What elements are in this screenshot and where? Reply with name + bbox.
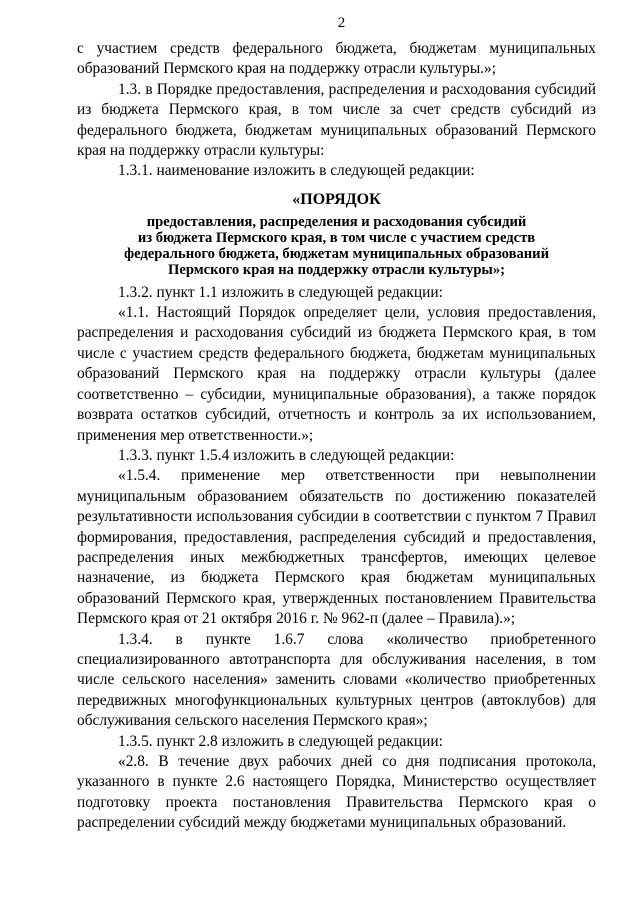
subtitle-line: предоставления, распределения и расходования субсидий [146, 213, 527, 230]
paragraph-1-3-3: 1.3.3. пункт 1.5.4 изложить в следующей редакции: [118, 446, 455, 464]
paragraph-1-5-4-text: «1.5.4. применение мер ответственности при невыполнении муниципальным образованием обязательств по достижению показателей результативности использования субсидии в соответствии с пунктом 7 Правил формирования, предоставления, распределения субсидий и предоставления, распределения иных межбюджетных трансфертов, имеющих целевое назначение, из бюджета Пермского края бюджетам муниципальных образований Пермского края, утвержденных постановлением Правительства Пермского края от 21 октября 2016 г. № 962-п (далее – Правила).»; [77, 467, 596, 628]
paragraph-intro-continuation: с участием средств федерального бюджета, бюджетам муниципальных образований Пермского края на поддержку отрасли культуры.»; [77, 40, 596, 78]
paragraph-2-8-text: «2.8. В течение двух рабочих дней со дня подписания протокола, указанного в пункте 2.6 настоящего Порядка, Министерство осуществляет подготовку проекта постановления Правительства Пермского края о распределении субсидий между бюджетами муниципальных образований. [77, 753, 596, 832]
page-number: 2 [337, 15, 346, 31]
order-title: «ПОРЯДОК [292, 190, 381, 208]
subtitle-line: Пермского края на поддержку отрасли культуры»; [168, 262, 505, 279]
subtitle-line: федерального бюджета, бюджетам муниципальных образований [124, 246, 549, 263]
paragraph-1-3-2: 1.3.2. пункт 1.1 изложить в следующей редакции: [118, 283, 443, 301]
paragraph-1-3-5: 1.3.5. пункт 2.8 изложить в следующей редакции: [118, 732, 443, 750]
paragraph-1-3-1: 1.3.1. наименование изложить в следующей редакции: [118, 162, 475, 180]
paragraph-1-3: 1.3. в Порядке предоставления, распределения и расходования субсидий из бюджета Пермского края, в том числе за счет средств субсидий из федерального бюджета, бюджетам муниципальных образований Пермского края на поддержку отрасли культуры: [77, 80, 596, 160]
paragraph-1-3-4: 1.3.4. в пункте 1.6.7 слова «количество приобретенного специализированного автотранспорта для обслуживания населения, в том числе сельского населения» заменить словами «количество приобретенных передвижных многофункциональных культурных центров (автоклубов) для обслуживания сельского населения Пермского края»; [77, 630, 596, 730]
subtitle-line: из бюджета Пермского края, в том числе с участием средств [137, 230, 536, 247]
order-subtitle [77, 214, 596, 279]
paragraph-1-1-text: «1.1. Настоящий Порядок определяет цели, условия предоставления, распределения и расходования субсидий из бюджета Пермского края, в том числе с участием средств федерального бюджета, бюджетам муниципальных образований Пермского края на поддержку отрасли культуры (далее соответственно – субсидии, муниципальные образования), а также порядок возврата остатков субсидий, отчетность и контроль за их использованием, применения мер ответственности.»; [77, 304, 596, 444]
